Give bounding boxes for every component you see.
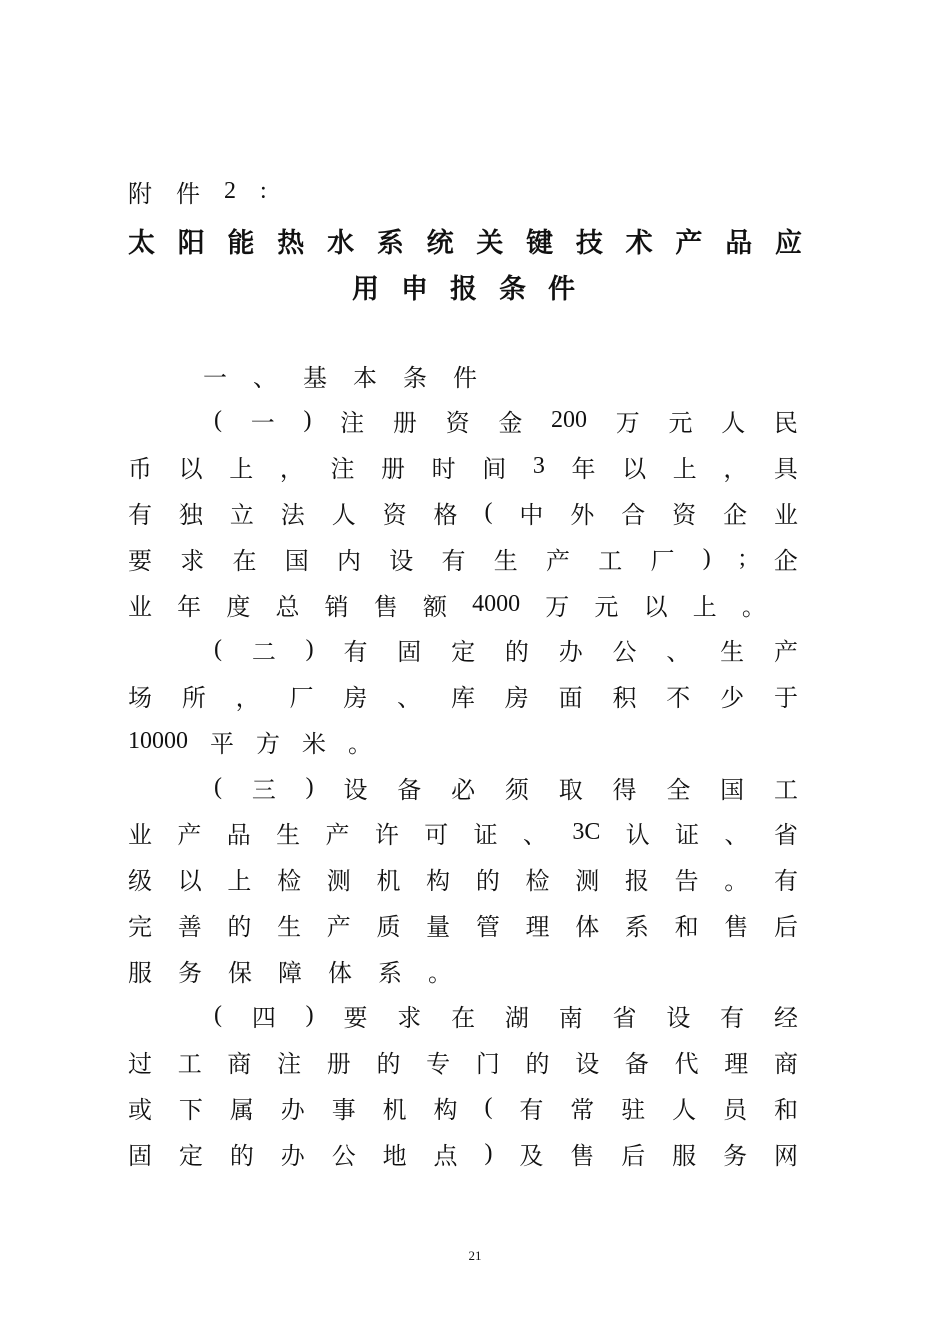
body-line: 有 独 立 法 人 资 格 ( 中 外 合 资 企 业 bbox=[128, 498, 798, 529]
document-title-line-2: 用 申 报 条 件 bbox=[352, 273, 575, 305]
body-line: ( 一 ) 注 册 资 金 200 万 元 人 民 bbox=[214, 406, 798, 437]
body-line: 业 年 度 总 销 售 额 4000 万 元 以 上 。 bbox=[128, 590, 766, 621]
body-line: 服 务 保 障 体 系 。 bbox=[128, 960, 452, 987]
body-line: 10000 平 方 米 。 bbox=[128, 727, 372, 758]
page-number: 21 bbox=[468, 1248, 482, 1263]
body-line: 币 以 上 ， 注 册 时 间 3 年 以 上 ， 具 bbox=[128, 452, 798, 483]
body-line: ( 三 ) 设 备 必 须 取 得 全 国 工 bbox=[214, 773, 798, 804]
body-line: 级 以 上 检 测 机 构 的 检 测 报 告 。 有 bbox=[128, 868, 798, 895]
body-line: 完 善 的 生 产 质 量 管 理 体 系 和 售 后 bbox=[128, 914, 798, 941]
body-line: 过 工 商 注 册 的 专 门 的 设 备 代 理 商 bbox=[128, 1051, 798, 1078]
body-line: ( 二 ) 有 固 定 的 办 公 、 生 产 bbox=[214, 635, 798, 666]
section-heading: 一 、 基 本 条 件 bbox=[203, 365, 477, 392]
attachment-label: 附 件 2 : bbox=[128, 177, 267, 208]
body-line: 或 下 属 办 事 机 构 ( 有 常 驻 人 员 和 bbox=[128, 1093, 798, 1124]
body-line: 要 求 在 国 内 设 有 生 产 工 厂 ) ; 企 bbox=[128, 544, 798, 575]
body-line: 场 所 ， 厂 房 、 库 房 面 积 不 少 于 bbox=[128, 685, 798, 712]
body-line: 固 定 的 办 公 地 点 ) 及 售 后 服 务 网 bbox=[128, 1139, 798, 1170]
document-title-line-1: 太 阳 能 热 水 系 统 关 键 技 术 产 品 应 bbox=[128, 227, 802, 259]
body-line: ( 四 ) 要 求 在 湖 南 省 设 有 经 bbox=[214, 1001, 798, 1032]
body-line: 业 产 品 生 产 许 可 证 、 3C 认 证 、 省 bbox=[128, 818, 798, 849]
